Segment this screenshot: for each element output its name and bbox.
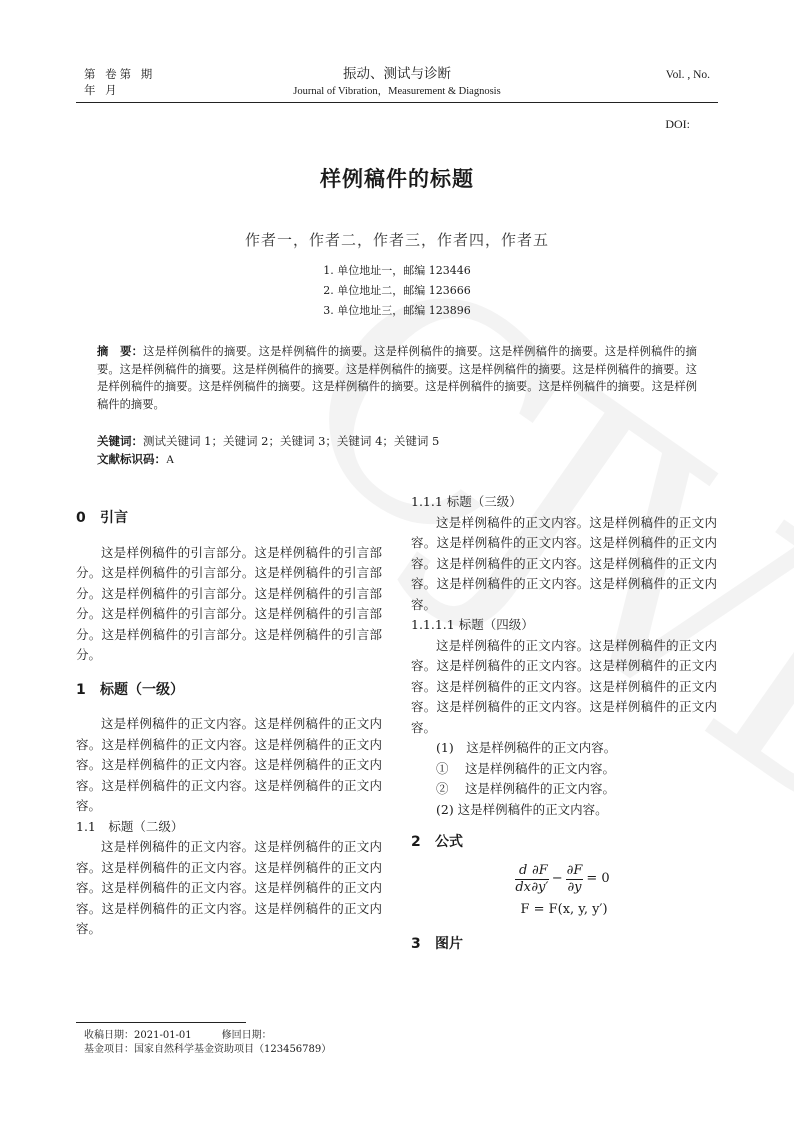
fraction: $\frac{\partial F}{\partial y'}$ — [531, 862, 549, 895]
equation-rhs: = 0 — [586, 870, 610, 886]
numbered-list — [411, 738, 717, 820]
issue-line-1: 第 卷第 期 — [84, 67, 156, 81]
equation-2: F = F(x, y, y′) — [520, 901, 608, 917]
affiliation-list — [0, 261, 794, 321]
section-1-1-1-1-heading: 1.1.1.1 标题（四级） — [411, 617, 534, 632]
keywords-label: 关键词： — [97, 434, 143, 448]
keywords-line — [97, 432, 439, 450]
section-1-1-heading: 1.1 标题（二级） — [76, 818, 184, 834]
section-3-heading — [411, 934, 717, 955]
journal-name-en: Journal of Vibration，Measurement & Diagnosis — [293, 86, 501, 97]
left-column — [76, 500, 382, 940]
doi: DOI: — [665, 117, 690, 131]
doc-code-label: 文献标识码： — [97, 452, 166, 466]
footnote — [84, 1029, 331, 1057]
issue-info — [84, 66, 155, 98]
section-1-1-1-paragraph: 这是样例稿件的正文内容。这是样例稿件的正文内容。这是样例稿件的正文内容。这是样例稿件的正文内容。这是样例稿件的正文内容。这是样例稿件的正文内容。这是样例稿件的正文内容。这是样例稿件的正文内容。 — [411, 514, 717, 612]
section-number: 1 — [76, 681, 86, 698]
affiliation-1: 1. 单位地址一，邮编 123446 — [323, 264, 471, 277]
section-1-1-paragraph: 这是样例稿件的正文内容。这是样例稿件的正文内容。这是样例稿件的正文内容。这是样例稿件的正文内容。这是样例稿件的正文内容。这是样例稿件的正文内容。这是样例稿件的正文内容。这是样例稿件的正文内容。 — [76, 839, 382, 936]
section-number: 0 — [76, 510, 86, 526]
journal-name — [250, 64, 544, 99]
section-number: 2 — [411, 834, 421, 850]
header-rule — [76, 102, 718, 103]
section-2-heading — [411, 832, 717, 853]
keywords-block — [97, 432, 439, 469]
footnote-rule — [76, 1022, 246, 1023]
intro-paragraph: 这是样例稿件的引言部分。这是样例稿件的引言部分。这是样例稿件的引言部分。这是样例稿件的引言部分。这是样例稿件的引言部分。这是样例稿件的引言部分。这是样例稿件的引言部分。这是样例稿件的引言部分。这是样例稿件的引言部分。这是样例稿件的引言部分。 — [76, 544, 382, 662]
equation-1 — [411, 863, 717, 896]
right-column — [411, 492, 717, 969]
received-date: 收稿日期：2021-01-01 — [84, 1030, 192, 1041]
section-1-heading — [76, 680, 382, 701]
journal-name-cn: 振动、测试与诊断 — [343, 66, 451, 82]
section-0-heading — [76, 508, 382, 529]
affiliation-3: 3. 单位地址三，邮编 123896 — [323, 304, 471, 317]
section-1-1-1-1-paragraph: 这是样例稿件的正文内容。这是样例稿件的正文内容。这是样例稿件的正文内容。这是样例稿件的正文内容。这是样例稿件的正文内容。这是样例稿件的正文内容。这是样例稿件的正文内容。这是样例稿件的正文内容。 — [411, 637, 717, 735]
author-list: 作者一，作者二，作者三，作者四，作者五 — [244, 231, 549, 249]
revised-date: 修回日期： — [221, 1030, 272, 1041]
section-title: 引言 — [100, 510, 128, 526]
paper-title: 样例稿件的标题 — [320, 167, 474, 191]
list-item: ② 这是样例稿件的正文内容。 — [436, 781, 615, 796]
doc-code: A — [166, 454, 175, 466]
volume-info: Vol. , No. — [665, 69, 710, 81]
list-item: ① 这是样例稿件的正文内容。 — [436, 760, 615, 776]
section-title: 公式 — [435, 834, 463, 850]
minus-sign: − — [551, 870, 563, 886]
abstract — [97, 343, 697, 413]
abstract-label: 摘 要： — [97, 345, 144, 358]
doc-code-line — [97, 450, 439, 469]
section-title: 标题（一级） — [100, 681, 184, 698]
issue-line-2: 年 月 — [84, 83, 120, 97]
list-item: (1) 这是样例稿件的正文内容。 — [436, 740, 617, 755]
keywords-text: 测试关键词 1；关键词 2；关键词 3；关键词 4；关键词 5 — [143, 434, 440, 448]
section-number: 3 — [411, 936, 421, 952]
affiliation-2: 2. 单位地址二，邮编 123666 — [323, 284, 471, 297]
section-title: 图片 — [435, 936, 463, 952]
funding-info: 基金项目：国家自然科学基金资助项目（123456789） — [84, 1044, 332, 1055]
section-1-paragraph: 这是样例稿件的正文内容。这是样例稿件的正文内容。这是样例稿件的正文内容。这是样例稿件的正文内容。这是样例稿件的正文内容。这是样例稿件的正文内容。这是样例稿件的正文内容。这是样例稿件的正文内容。 — [76, 716, 382, 813]
list-item: (2) 这是样例稿件的正文内容。 — [436, 801, 608, 817]
fraction: $\frac{d}{dx}$ — [515, 862, 531, 895]
abstract-text: 这是样例稿件的摘要。这是样例稿件的摘要。这是样例稿件的摘要。这是样例稿件的摘要。这是样例稿件的摘要。这是样例稿件的摘要。这是样例稿件的摘要。这是样例稿件的摘要。这是样例稿件的摘要。这是样例稿件的摘要。这是样例稿件的摘要。这是样例稿件的摘要。这是样例稿件的摘要。这是样例稿件的摘要。这是样例稿件的摘要。这是样例稿件的摘要。 — [97, 345, 697, 411]
section-1-1-1-heading: 1.1.1 标题（三级） — [411, 494, 522, 509]
fraction: $\frac{\partial F}{\partial y}$ — [566, 862, 583, 895]
footnote-dates — [84, 1029, 331, 1043]
